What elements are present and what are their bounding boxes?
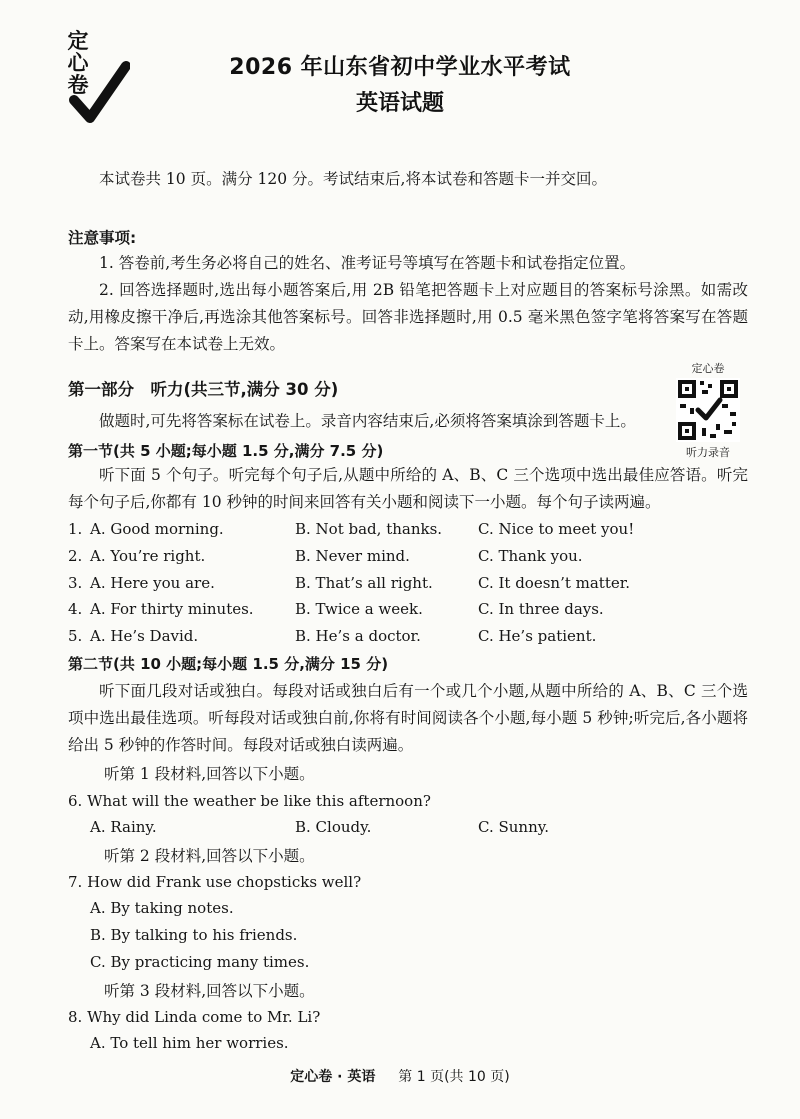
option-b: B. Not bad, thanks. <box>295 520 443 538</box>
question-number: 2. <box>68 547 83 565</box>
question-row <box>68 547 748 571</box>
question-number: 3. <box>68 574 83 592</box>
exam-subtitle: 英语试题 <box>355 91 444 116</box>
material-1-label: 听第 1 段材料,回答以下小题。 <box>104 765 315 783</box>
option-a: A. Here you are. <box>90 574 215 592</box>
qr-block[interactable] <box>674 360 742 460</box>
question-7: 7. How did Frank use chopsticks well? <box>68 873 362 891</box>
question-row <box>68 627 748 651</box>
page-footer <box>0 1066 800 1086</box>
logo-char: 卷 <box>67 72 89 97</box>
section1-heading: 第一节(共 5 小题;每小题 1.5 分,满分 7.5 分) <box>68 442 384 460</box>
note-1: 1. 答卷前,考生务必将自己的姓名、准考证号等填写在答题卡和试卷指定位置。 <box>99 254 636 272</box>
part1-instruction: 做题时,可先将答案标在试卷上。录音内容结束后,必须将答案填涂到答题卡上。 <box>99 412 636 430</box>
section1-instruction: 听下面 5 个句子。听完每个句子后,从题中所给的 A、B、C 三个选项中选出最佳应答语。听完每个句子后,你都有 10 秒钟的时间来回答有关小题和阅读下一小题。每个句子读两遍。 <box>68 466 748 511</box>
question-8: 8. Why did Linda come to Mr. Li? <box>68 1008 321 1026</box>
logo-char: 定 <box>67 28 89 53</box>
qr-bottom-label: 听力录音 <box>686 446 730 459</box>
option-a: A. Rainy. <box>90 818 157 836</box>
question-row <box>68 574 748 598</box>
footer-brand: 定心卷 · 英语 <box>290 1069 376 1085</box>
option-c: C. Sunny. <box>478 818 549 836</box>
option-c: C. It doesn’t matter. <box>478 574 631 592</box>
question-row <box>68 600 748 624</box>
option-b: B. That’s all right. <box>295 574 433 592</box>
logo-char: 心 <box>67 50 89 75</box>
option-a: A. Good morning. <box>90 520 224 538</box>
section2-instruction: 听下面几段对话或独白。每段对话或独白后有一个或几个小题,从题中所给的 A、B、C 三个选项中选出最佳选项。听每段对话或独白前,你将有时间阅读各个小题,每小题 5 秒钟;听完后,各小题将给出 5 秒钟的作答时间。每段对话或独白读两遍。 <box>68 682 748 754</box>
question-6-options <box>68 818 748 842</box>
option-c: C. In three days. <box>478 600 604 618</box>
question-number: 1. <box>68 520 83 538</box>
option-a: A. You’re right. <box>90 547 206 565</box>
option-a: A. By taking notes. <box>90 899 234 917</box>
option-c: C. Thank you. <box>478 547 583 565</box>
option-a: A. He’s David. <box>90 627 199 645</box>
part1-heading: 第一部分 听力(共三节,满分 30 分) <box>68 380 339 399</box>
qr-code-icon[interactable] <box>676 378 740 442</box>
question-6: 6. What will the weather be like this afternoon? <box>68 792 431 810</box>
option-a: A. For thirty minutes. <box>90 600 254 618</box>
question-number: 4. <box>68 600 83 618</box>
exam-title: 2026 年山东省初中学业水平考试 <box>229 55 571 80</box>
option-b: B. Cloudy. <box>295 818 372 836</box>
option-c: C. Nice to meet you! <box>478 520 635 538</box>
option-c: C. By practicing many times. <box>90 953 310 971</box>
intro-text: 本试卷共 10 页。满分 120 分。考试结束后,将本试卷和答题卡一并交回。 <box>99 170 607 188</box>
question-row <box>68 520 748 544</box>
option-b: B. Never mind. <box>295 547 410 565</box>
note-2: 2. 回答选择题时,选出每小题答案后,用 2B 铅笔把答题卡上对应题目的答案标号涂黑。如需改动,用橡皮擦干净后,再选涂其他答案标号。回答非选择题时,用 0.5 毫米黑色签字笔将答案写在答题卡上。答案写在本试卷上无效。 <box>68 281 748 353</box>
option-c: C. He’s patient. <box>478 627 597 645</box>
question-number: 5. <box>68 627 83 645</box>
material-3-label: 听第 3 段材料,回答以下小题。 <box>104 982 315 1000</box>
qr-top-label: 定心卷 <box>691 362 725 375</box>
option-b: B. By talking to his friends. <box>90 926 298 944</box>
option-a: A. To tell him her worries. <box>90 1034 289 1052</box>
footer-page-number: 第 1 页(共 10 页) <box>398 1069 510 1085</box>
option-b: B. He’s a doctor. <box>295 627 421 645</box>
option-b: B. Twice a week. <box>295 600 423 618</box>
section2-heading: 第二节(共 10 小题;每小题 1.5 分,满分 15 分) <box>68 655 389 673</box>
notes-label: 注意事项: <box>68 229 137 247</box>
material-2-label: 听第 2 段材料,回答以下小题。 <box>104 847 315 865</box>
